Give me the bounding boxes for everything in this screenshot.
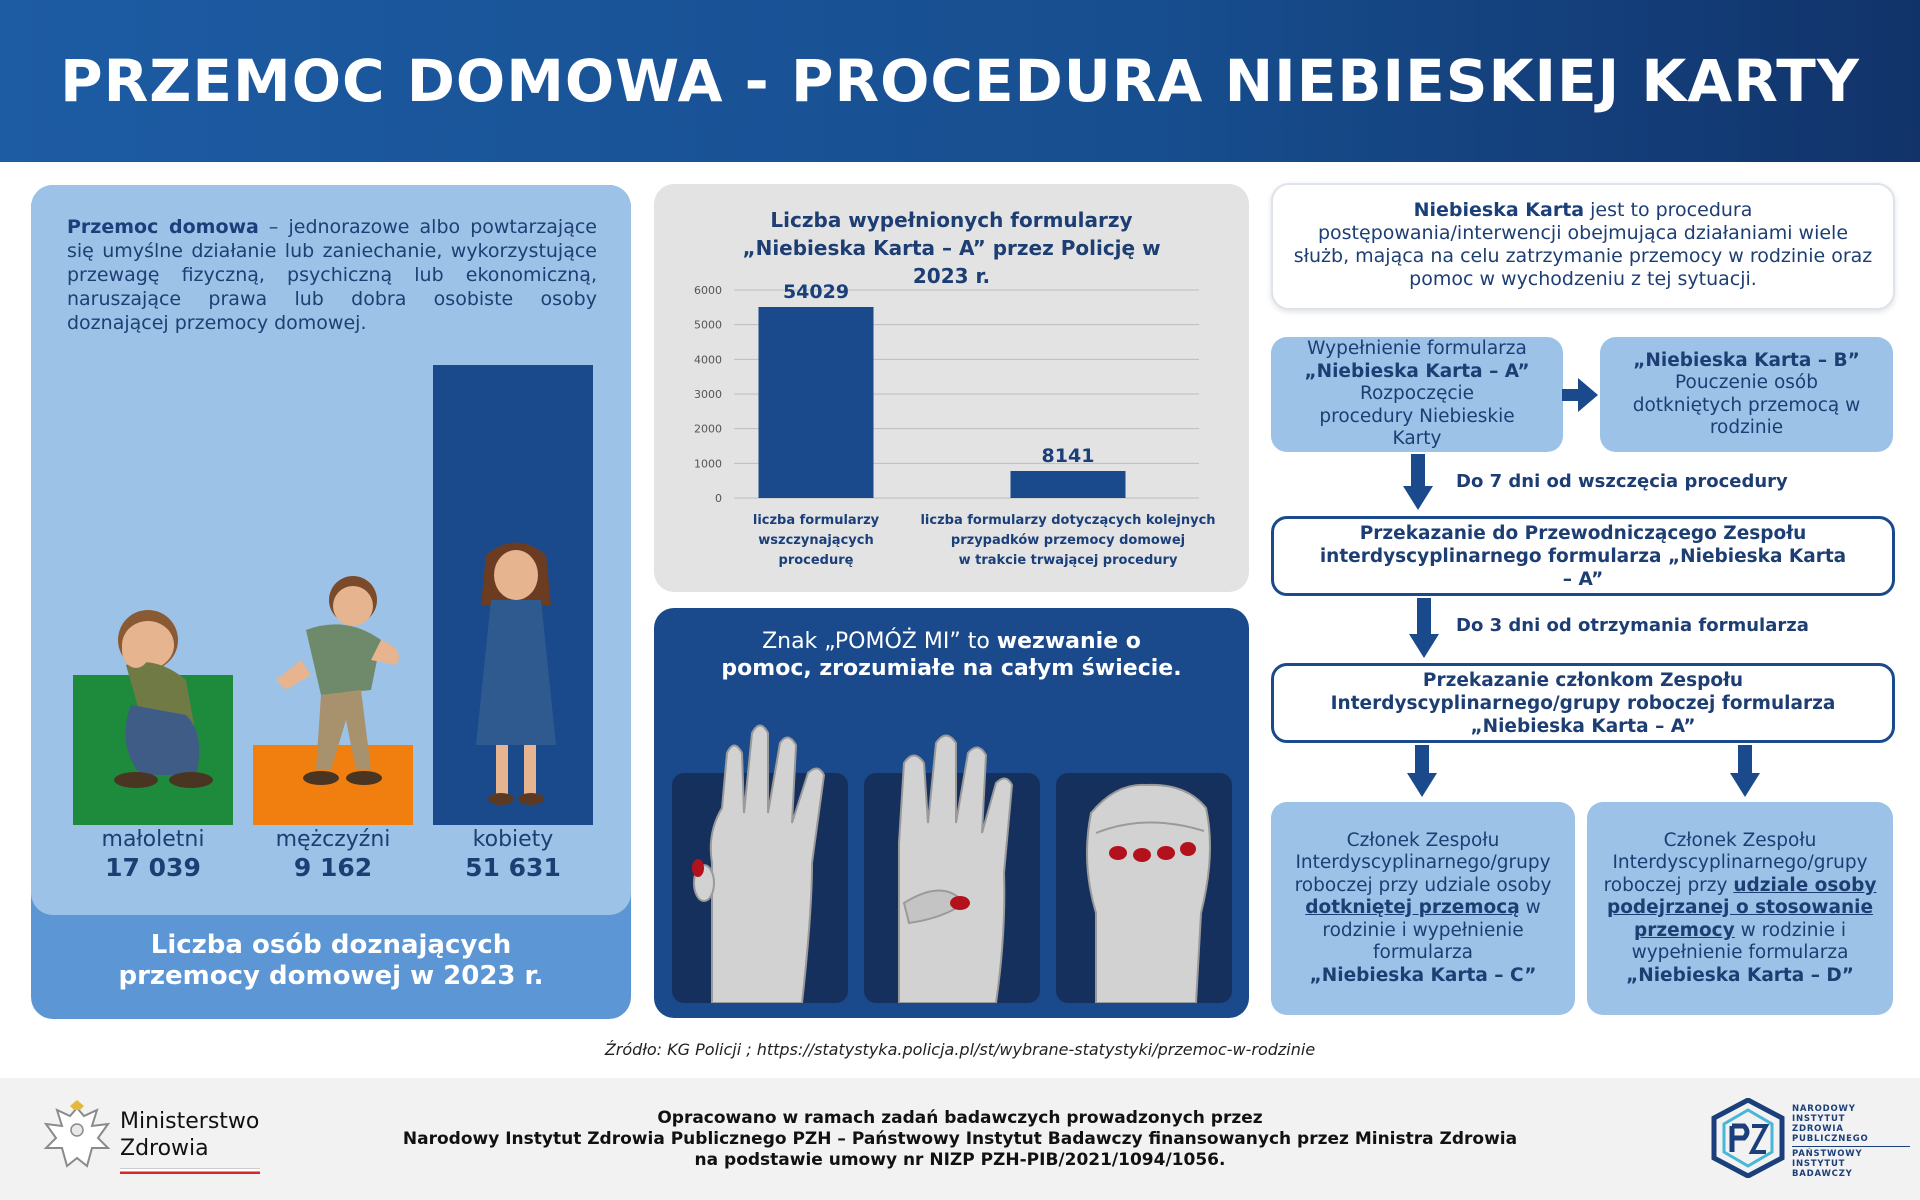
victims-panel-inner [31, 185, 631, 915]
step-form-c-form: „Niebieska Karta – C” [1309, 964, 1537, 986]
arrow-down-icon [1730, 745, 1760, 797]
chart-title: Liczba wypełnionych formularzy „Niebieska Karta – A” przez Policję w 2023 r. [742, 208, 1161, 288]
y-tick-label: 0 [715, 492, 722, 505]
step-form-c [1271, 802, 1575, 1015]
victims-panel [31, 185, 631, 1019]
value-minors: 17 039 [105, 853, 201, 882]
definition-text [67, 215, 597, 335]
procedure-intro [1271, 183, 1895, 310]
step-to-team-text: Przekazanie członkom Zespołu Interdyscyplinarnego/grupy roboczej formularza „Niebieska Karta – A” [1330, 669, 1836, 737]
footer [0, 1078, 1920, 1200]
bar [759, 307, 874, 498]
y-tick-label: 6000 [694, 284, 722, 297]
nizp-line6: BADAWCZY [1792, 1169, 1853, 1179]
step-form-c-text [1285, 830, 1561, 965]
victims-caption: Liczba osób doznających przemocy domowej w 2023 r. [118, 930, 544, 991]
label-men: mężczyźni [275, 827, 391, 852]
step-form-a-line2: „Niebieska Karta – A” [1304, 360, 1530, 382]
step-form-b [1600, 337, 1893, 452]
arrow-down-icon [1409, 598, 1439, 658]
footer-credits-line2: Narodowy Instytut Zdrowia Publicznego PZH – Państwowy Instytut Badawczy finansowanych przez Ministra Zdrowia [402, 1129, 1518, 1149]
footer-credits-line3: na podstawie umowy nr NIZP PZH-PIB/2021/1094/1056. [694, 1150, 1226, 1170]
forms-bar-chart [654, 184, 1249, 592]
x-category-label: przypadków przemocy domowej [950, 533, 1186, 548]
label-women: kobiety [472, 827, 554, 852]
step-form-d-text [1601, 830, 1879, 965]
ministry-name [120, 1108, 259, 1162]
ministry-name-line1: Ministerstwo [120, 1109, 260, 1134]
x-category-label: w trakcie trwającej procedury [958, 553, 1178, 568]
page-title: PRZEMOC DOMOWA - PROCEDURA NIEBIESKIEJ KARTY [60, 47, 1860, 115]
y-tick-label: 2000 [694, 422, 722, 436]
woman-figure [456, 535, 576, 815]
nizp-line5: PAŃSTWOWY INSTYTUT [1792, 1146, 1910, 1169]
step-form-d-form: „Niebieska Karta – D” [1626, 964, 1854, 986]
step-deadline-3-days: Do 3 dni od otrzymania formularza [1456, 615, 1809, 636]
ministry-logo [42, 1096, 272, 1186]
x-category-label: wszczynających [758, 533, 874, 548]
nizp-line2: INSTYTUT [1792, 1114, 1846, 1124]
procedure-intro-text: jest to procedura postępowania/interwencji obejmująca działaniami wiele służb, mająca na celu zatrzymanie przemocy w rodzinie oraz pomoc w wychodzeniu z tej sytuacji. [1293, 199, 1873, 290]
step-form-d [1587, 802, 1893, 1015]
thumb-tucked-palm-icon [864, 713, 1040, 1003]
bar-value-label: 54029 [782, 281, 850, 303]
child-figure [86, 585, 226, 795]
label-minors: małoletni [101, 827, 205, 852]
y-tick-label: 4000 [694, 353, 722, 367]
arrow-right-icon [1562, 378, 1598, 412]
definition-term: Przemoc domowa [67, 216, 259, 238]
definition-body: – jednorazowe albo powtarzające się umyślne działanie lub zaniechanie, wykorzystujące przewagę fizyczną, psychiczną lub ekonomiczną, naruszające prawa lub dobra osobiste osoby doznającej przemocy domowej. [67, 216, 597, 334]
pzh-hexagon-icon [1710, 1098, 1786, 1178]
flag-stripe [120, 1168, 260, 1174]
fist-icon [1056, 713, 1232, 1003]
y-tick-label: 1000 [694, 457, 722, 471]
hand-step-3-frame [1056, 773, 1232, 1003]
step-form-d-pre: Członek Zespołu Interdyscyplinarnego/grupy roboczej przy [1603, 829, 1868, 896]
help-sign-panel [654, 608, 1249, 1018]
footer-credits-line1: Opracowano w ramach zadań badawczych prowadzonych przez [657, 1108, 1263, 1128]
help-sign-title [654, 628, 1249, 682]
nizp-logo [1710, 1098, 1910, 1184]
step-to-chair-text: Przekazanie do Przewodniczącego Zespołu interdyscyplinarnego formularza „Niebieska Karta – A” [1319, 522, 1847, 590]
step-form-a-line3: Rozpoczęcie procedury Niebieskie Karty [1319, 383, 1515, 450]
open-palm-icon [672, 713, 848, 1003]
eagle-emblem-icon [42, 1100, 112, 1176]
footer-credits [380, 1108, 1540, 1171]
arrow-down-icon [1403, 454, 1433, 510]
nizp-line3: ZDROWIA [1792, 1124, 1844, 1134]
y-tick-label: 3000 [694, 388, 722, 401]
value-women: 51 631 [465, 853, 561, 882]
step-deadline-7-days: Do 7 dni od wszczęcia procedury [1456, 471, 1788, 492]
bar [1011, 471, 1126, 498]
y-tick-label: 5000 [694, 318, 722, 332]
step-form-b-line2: Pouczenie osób dotkniętych przemocą w rodzinie [1632, 372, 1861, 438]
step-form-c-underlined: dotkniętej przemocą [1305, 897, 1520, 919]
step-form-a-line1: Wypełnienie formularza [1307, 338, 1527, 360]
step-form-c-post: w rodzinie i wypełnienie formularza [1322, 897, 1541, 964]
hand-step-1-frame [672, 773, 848, 1003]
step-form-d-underlined: udziale osoby podejrzanej o stosowanie przemocy [1606, 874, 1877, 941]
value-men: 9 162 [293, 853, 373, 882]
procedure-intro-term: Niebieska Karta [1413, 199, 1585, 221]
arrow-down-icon [1407, 745, 1437, 797]
header-banner [0, 0, 1920, 162]
x-category-label: liczba formularzy dotyczących kolejnych [920, 513, 1216, 528]
nizp-name [1792, 1104, 1910, 1179]
step-to-chair [1271, 516, 1895, 596]
step-form-b-line1: „Niebieska Karta – B” [1633, 349, 1860, 371]
step-form-a [1271, 337, 1563, 452]
hand-step-2-frame [864, 773, 1040, 1003]
nizp-line4: PUBLICZNEGO [1792, 1134, 1869, 1144]
nizp-line1: NARODOWY [1792, 1104, 1856, 1114]
step-to-team [1271, 663, 1895, 743]
help-sign-title-plain: Znak „POMÓŻ MI” to [762, 629, 997, 654]
source-note: Źródło: KG Policji ; https://statystyka.policja.pl/st/wybrane-statystyki/przemoc-w-rodzinie [604, 1040, 1316, 1059]
bar-value-label: 8141 [1041, 445, 1095, 467]
ministry-name-line2: Zdrowia [120, 1136, 209, 1161]
x-category-label: liczba formularzy [752, 513, 880, 528]
help-sign-title-bold: wezwanie o pomoc, zrozumiałe na całym świecie. [721, 629, 1182, 681]
step-form-d-post: w rodzinie i wypełnienie formularza [1631, 919, 1849, 964]
x-category-label: procedurę [778, 553, 854, 568]
man-figure [261, 570, 411, 805]
forms-chart-panel [654, 184, 1249, 592]
step-form-c-pre: Członek Zespołu Interdyscyplinarnego/grupy roboczej przy udziale osoby [1294, 829, 1552, 896]
